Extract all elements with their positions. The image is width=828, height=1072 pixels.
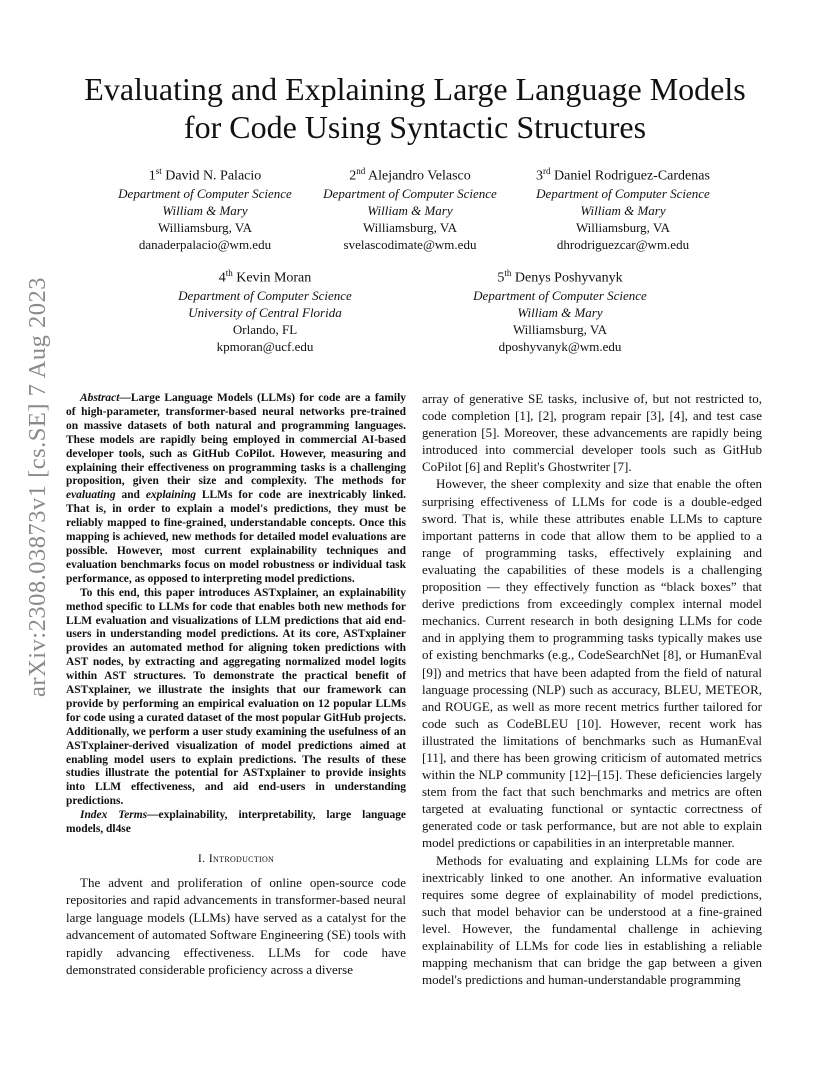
author-university: William & Mary <box>367 202 453 218</box>
author-block-5 <box>450 265 670 355</box>
arxiv-identifier-stamp <box>18 277 58 697</box>
author-name: 1st David N. Palacio <box>148 166 262 184</box>
author-department: Department of Computer Science <box>323 185 497 201</box>
author-university: William & Mary <box>580 202 666 218</box>
author-name: 3rd Daniel Rodriguez-Cardenas <box>536 166 710 184</box>
index-terms-label: Index Terms <box>80 809 148 822</box>
author-university: William & Mary <box>162 202 248 218</box>
intro-paragraph-2: However, the sheer complexity and size that enable the often surprising effectiveness of LLMs for code is a double-edged sword. That is, while these attributes enable LLMs to capture important patterns in code that allow them to be applied to a range of programming tasks, effectively explaining and evaluating the capabilities of these models is a challenging proposition — they effectively function as “black boxes” that derive predictions from exceedingly complex internal model mechanics. Current research in both designing LLMs for code and in applying them to programming tasks typically makes use of existing benchmarks (e.g., CodeSearchNet [8], or HumanEval [9]) and metrics that have been adapted from the field of natural language processing (NLP) such as accuracy, BLEU, METEOR, and ROUGE, as well as more recent metrics further tailored for code such as CodeBLEU [10]. However, recent work has illustrated the limitations of benchmarks such as HumanEval [11], and there has been growing criticism of automated metrics within the NLP community [12]–[15]. These deficiencies largely stem from the fact that such benchmarks and metrics are often targeted at evaluating functional or syntactic correctness of generated code or task performance, but are not able to explain model predictions or capabilities in an interpretable manner. <box>422 476 762 851</box>
right-column <box>422 390 762 988</box>
author-city: Williamsburg, VA <box>575 219 671 235</box>
author-city: Orlando, FL <box>232 321 298 337</box>
index-terms: Index Terms—explainability, interpretability, large language models, dl4se <box>66 809 406 836</box>
author-name: 4th Kevin Moran <box>218 268 312 286</box>
author-email: dposhyvanyk@wm.edu <box>498 338 622 354</box>
author-block-3 <box>503 163 743 253</box>
title-line-2: for Code Using Syntactic Structures <box>183 109 647 145</box>
intro-paragraph-continued: array of generative SE tasks, inclusive of, but not restricted to, code completion [1], [2], program repair [3], [4], and test case generation [5]. Moreover, these advancements are rapidly being introduced into commercial developer tools such as GitHub CoPilot [6] and Replit's Ghostwriter [7]. <box>422 391 762 475</box>
author-university: University of Central Florida <box>188 304 342 320</box>
paper-title <box>60 70 770 146</box>
section-heading-introduction: I. Introduction <box>197 851 275 865</box>
intro-paragraph-3: Methods for evaluating and explaining LLMs for code are inextricably linked to one another. An informative evaluation requires some degree of explainability of model predictions, such that model behavior can be understood at a fine-grained level. However, the fundamental challenge in achieving explainability of LLMs for code lies in establishing a reliable mapping mechanism that can bridge the gap between a given model's predictions and human-understandable programming <box>422 852 762 988</box>
left-column <box>66 392 406 978</box>
intro-paragraph: The advent and proliferation of online open-source code repositories and rapid advancements in transformer-based neural large language models (LLMs) have served as a catalyst for the advancement of automated Software Engineering (SE) tools with rapidly advancing effectiveness. LLMs for code have demonstrated considerable proficiency across a diverse <box>66 875 406 978</box>
author-city: Williamsburg, VA <box>362 219 458 235</box>
abstract-paragraph-2: To this end, this paper introduces ASTxplainer, an explainability method specific to LLMs for code that enables both new methods for LLM evaluation and visualizations of LLM predictions that aid end-users in understanding model predictions. At its core, ASTxplainer provides an automated method for aligning token predictions with AST nodes, by extracting and aggregating normalized model logits within AST structures. To demonstrate the practical benefit of ASTxplainer, we illustrate the insights that our framework can provide by performing an empirical evaluation on 12 popular LLMs for code using a curated dataset of the most popular GitHub projects. Additionally, we perform a user study examining the usefulness of an ASTxplainer-derived visualization of model predictions aimed at enabling model users to explain predictions. The results of these studies illustrate the potential for ASTxplainer to provide insights into LLM effectiveness, and aid end-users in understanding predictions. <box>66 586 406 808</box>
author-email: kpmoran@ucf.edu <box>216 338 314 354</box>
author-email: dhrodriguezcar@wm.edu <box>556 236 690 252</box>
author-block-2 <box>300 163 520 253</box>
author-city: Williamsburg, VA <box>157 219 253 235</box>
author-email: svelascodimate@wm.edu <box>343 236 477 252</box>
author-block-4 <box>155 265 375 355</box>
author-email: danaderpalacio@wm.edu <box>138 236 272 252</box>
abstract-paragraph-1: Abstract—Large Language Models (LLMs) for code are a family of high-parameter, transformer-based neural networks pre-trained on massive datasets of both natural and programming languages. These models are rapidly being employed in commercial AI-based developer tools, such as GitHub CoPilot. However, measuring and explaining their effectiveness on programming tasks is a challenging proposition, given their size and complexity. The methods for evaluating and explaining LLMs for code are inextricably linked. That is, in order to explain a model's predictions, they must be reliably mapped to fine-grained, understandable concepts. Once this mapping is achieved, new methods for detailed model evaluations are possible. However, most current explainability techniques and evaluation benchmarks focus on model robustness or individual task performance, as opposed to interpreting model predictions. <box>66 392 406 585</box>
author-department: Department of Computer Science <box>536 185 710 201</box>
title-line-1: Evaluating and Explaining Large Language Models <box>84 71 746 107</box>
author-name: 5th Denys Poshyvanyk <box>497 268 623 286</box>
author-department: Department of Computer Science <box>473 287 647 303</box>
author-department: Department of Computer Science <box>118 185 292 201</box>
arxiv-id-text: arXiv:2308.03873v1 [cs.SE] 7 Aug 2023 <box>24 277 51 697</box>
author-block-1 <box>95 163 315 253</box>
author-university: William & Mary <box>517 304 603 320</box>
author-name: 2nd Alejandro Velasco <box>349 166 471 184</box>
author-department: Department of Computer Science <box>178 287 352 303</box>
author-city: Williamsburg, VA <box>512 321 608 337</box>
abstract-label: Abstract <box>80 392 120 404</box>
